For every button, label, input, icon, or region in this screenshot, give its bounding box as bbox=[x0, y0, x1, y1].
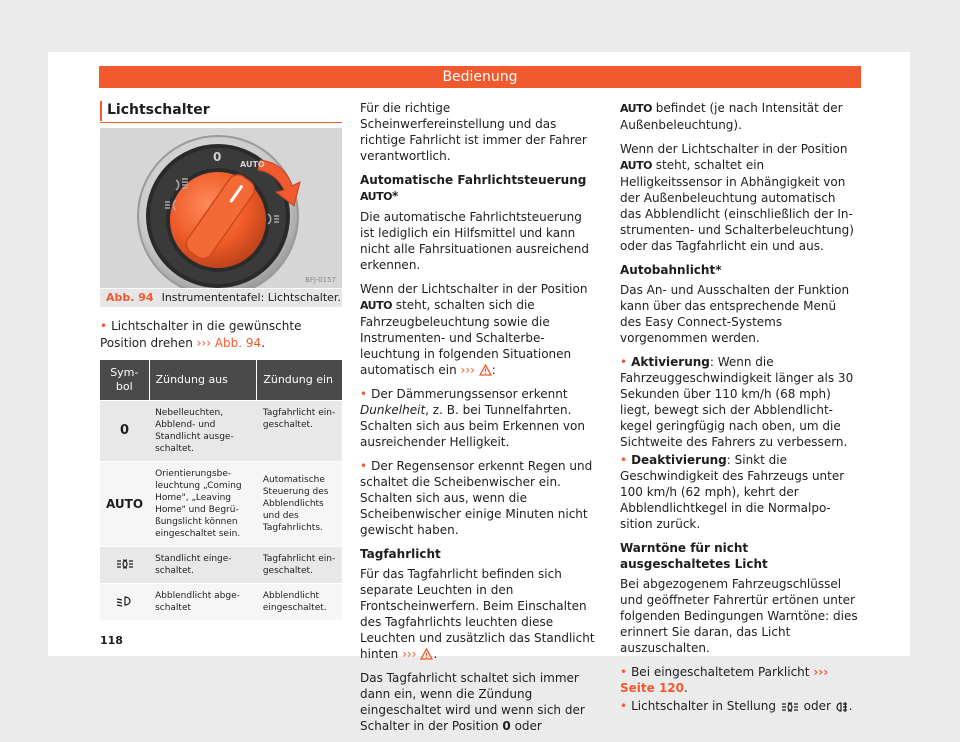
table-row bbox=[100, 547, 342, 584]
figure-caption bbox=[100, 289, 342, 307]
section-header: Bedienung bbox=[99, 66, 861, 88]
text: : Wenn die Fahrzeuggeschwindigkeit länger als 30 Sekunden über 110 km/h (68 mph) liegt, bewegt sich der Abblendlichtkegel geringfügig nach oben, um die Sichtweite des Fahrers zu verbessern. bbox=[620, 355, 854, 449]
paragraph bbox=[620, 100, 858, 133]
bullet-item bbox=[620, 664, 858, 696]
bullet-item bbox=[620, 698, 858, 714]
rear-fog-light-icon bbox=[835, 701, 849, 713]
symbol-zero: 0 bbox=[100, 401, 149, 462]
table-header-ignition-off: Zündung aus bbox=[149, 360, 257, 401]
subheading-text: Automatische Fahrlichtsteuerung bbox=[360, 173, 587, 187]
figure-label: Abb. 94 bbox=[106, 291, 154, 304]
figure-reference-link[interactable]: ››› Abb. 94 bbox=[196, 336, 262, 350]
bullet-icon: • bbox=[100, 319, 108, 333]
table-cell: Abblendlicht abgeschaltet bbox=[149, 584, 257, 621]
table-header-row bbox=[100, 360, 342, 401]
table-cell: Tagfahrlicht eingeschaltet. bbox=[257, 547, 342, 584]
table-cell: Automatische Steuerung des Abblendlichts und des Tagfahrlichts. bbox=[257, 462, 342, 547]
asterisk: * bbox=[391, 189, 399, 203]
parking-light-icon bbox=[780, 701, 800, 713]
bullet-icon: • bbox=[620, 665, 628, 679]
text: . bbox=[848, 699, 853, 713]
bold-text: Aktivierung bbox=[631, 355, 710, 369]
table-cell: Nebelleuchten, Abblend- und Standlicht ausgeschaltet. bbox=[149, 401, 257, 462]
zero-symbol: 0 bbox=[502, 719, 511, 733]
subheading-daytime-light: Tagfahrlicht bbox=[360, 547, 441, 561]
bullet-icon: • bbox=[620, 355, 628, 369]
symbol-cell bbox=[100, 547, 149, 584]
paragraph: Für die richtige Scheinwerfereinstellung und das richtige Fahrlicht ist immer der Fahrer verantwortlich. bbox=[360, 101, 587, 163]
text: Wenn der Lichtschalter in der Position bbox=[620, 142, 848, 156]
paragraph bbox=[620, 141, 858, 254]
text: : Sinkt die Geschwindigkeit des Fahrzeugs unter 100 km/h (62 mph), kehrt der Abblendlichtkegel in die Normalposition zurück. bbox=[620, 453, 845, 531]
low-beam-icon bbox=[115, 595, 135, 607]
table-cell: Abblendlicht eingeschaltet. bbox=[257, 584, 342, 621]
warning-triangle-icon[interactable] bbox=[479, 364, 492, 376]
text: Bei eingeschaltetem Parklicht bbox=[631, 665, 810, 679]
warning-triangle-icon[interactable] bbox=[420, 648, 433, 660]
auto-symbol: AUTO bbox=[620, 102, 652, 115]
text: steht, schaltet ein Helligkeitssensor in Abhängigkeit von der Außenbeleuchtung automatisch das Abblendlicht (einschließlich der Instrumenten- und Schalterbeleuchtung) oder das Tagfahrlicht ein und aus. bbox=[620, 158, 854, 253]
warning-reference-link[interactable]: ››› bbox=[402, 647, 417, 661]
bullet-item bbox=[620, 354, 858, 450]
title-rule bbox=[100, 122, 342, 123]
knob-label-auto: AUTO bbox=[240, 160, 265, 169]
table-header-ignition-on: Zündung ein bbox=[257, 360, 342, 401]
auto-symbol: AUTO bbox=[360, 190, 392, 203]
symbol-auto: AUTO bbox=[100, 462, 149, 547]
table-cell: Orientierungsbeleuchtung „Coming Home", „Leaving Home" und Begrüßungslicht können eingeschaltet sein. bbox=[149, 462, 257, 547]
text: steht, schalten sich die Fahrzeugbeleuchtung sowie die Instrumenten- und Schalterbeleuchtung in folgenden Situationen automatisch ein bbox=[360, 298, 572, 377]
bullet-icon: • bbox=[360, 387, 368, 401]
text: . bbox=[684, 681, 688, 695]
light-switch-figure bbox=[100, 128, 342, 288]
parking-light-icon bbox=[115, 558, 135, 570]
table-cell: Tagfahrlicht eingeschaltet. bbox=[257, 401, 342, 462]
paragraph: Für das Tagfahrlicht befinden sich separate Leuchten in den Frontscheinwerfern. Beim Einschalten des Tagfahrlichts leuchten diese Leuchten und zusätzlich das Standlicht hinten ››› . bbox=[360, 567, 595, 661]
text: befindet (je nach Intensität der Außenbeleuchtung). bbox=[620, 101, 843, 132]
bold-text: Deaktivierung bbox=[631, 453, 727, 467]
bullet-item bbox=[620, 452, 858, 532]
text: oder bbox=[803, 699, 831, 713]
table-row bbox=[100, 462, 342, 547]
knob-label-zero: 0 bbox=[213, 150, 222, 164]
text: , z. B. bei Tunnelfahrten. Schalten sich aus beim Erkennen von ausreichender Helligkeit. bbox=[360, 403, 585, 449]
subheading-auto-light bbox=[360, 172, 598, 205]
text: Lichtschalter in Stellung bbox=[631, 699, 776, 713]
text: Der Dämmerungssensor erkennt bbox=[371, 387, 568, 401]
text-column-2 bbox=[360, 100, 598, 742]
table-header-symbol: Sym- bol bbox=[100, 360, 149, 401]
bullet-item bbox=[360, 386, 598, 450]
table-row bbox=[100, 584, 342, 621]
warning-reference-link[interactable]: ››› bbox=[460, 363, 475, 377]
intro-end: . bbox=[261, 336, 266, 350]
page-reference-link[interactable]: ››› Seite 120 bbox=[620, 665, 829, 695]
paragraph: Das An- und Ausschalten der Funktion kann über das entsprechende Menü des Easy Connect-Systems vorgenommen werden. bbox=[620, 283, 850, 345]
subheading-warning-tones: Warntöne für nicht ausgeschaltetes Licht bbox=[620, 541, 768, 571]
intro-instruction bbox=[100, 318, 342, 352]
paragraph bbox=[360, 670, 598, 734]
text: Der Regensensor erkennt Regen und schaltet die Scheibenwischer ein. Schalten sich aus, wenn die Scheibenwischer einige Minuten nicht gewischt haben. bbox=[360, 459, 593, 537]
bullet-icon: • bbox=[360, 459, 368, 473]
text: Für das Tagfahrlicht befinden sich separate Leuchten in den Frontscheinwerfern. Beim Einschalten des Tagfahrlichts leuchten diese Leuchten und zusätzlich das Standlicht hinten bbox=[360, 567, 595, 661]
auto-symbol: AUTO bbox=[620, 159, 652, 172]
section-title: Lichtschalter bbox=[100, 101, 347, 121]
bullet-item bbox=[360, 458, 598, 538]
subheading-highway-light: Autobahnlicht* bbox=[620, 263, 722, 277]
intro-text: Lichtschalter in die gewünschte Position drehen bbox=[100, 319, 302, 350]
bullet-icon: • bbox=[620, 699, 628, 713]
paragraph: Die automatische Fahrlichtsteuerung ist lediglich ein Hilfsmittel und kann nicht alle Fahrsituationen ausreichend erkennen. bbox=[360, 210, 590, 272]
paragraph: Bei abgezogenem Fahrzeugschlüssel und geöffneter Fahrertür ertönen unter folgenden Bedingungen Warntöne: dies erinnert Sie daran, das Licht auszuschalten. bbox=[620, 577, 858, 655]
italic-text: Dunkelheit bbox=[360, 403, 426, 417]
figure-caption-text: Instrumententafel: Lichtschalter. bbox=[161, 291, 341, 304]
text: Wenn der Lichtschalter in der Position bbox=[360, 282, 588, 296]
light-switch-table bbox=[100, 360, 342, 620]
text: Das Tagfahrlicht schaltet sich immer dann ein, wenn die Zündung eingeschaltet wird und wenn sich der Schalter in der Position bbox=[360, 671, 585, 733]
bullet-icon: • bbox=[620, 453, 628, 467]
table-row bbox=[100, 401, 342, 462]
table-cell: Standlicht eingeschaltet. bbox=[149, 547, 257, 584]
text: oder bbox=[514, 719, 542, 733]
paragraph: Wenn der Lichtschalter in der Position AUTO steht, schalten sich die Fahrzeugbeleuchtung sowie die Instrumenten- und Schalterbeleuchtung in folgenden Situationen automatisch ein ››› : bbox=[360, 282, 588, 377]
text-column-3 bbox=[620, 100, 858, 722]
auto-symbol: AUTO bbox=[360, 299, 392, 312]
page-number: 118 bbox=[100, 634, 123, 647]
symbol-cell bbox=[100, 584, 149, 621]
figure-code: BFJ-0157 bbox=[305, 276, 336, 284]
